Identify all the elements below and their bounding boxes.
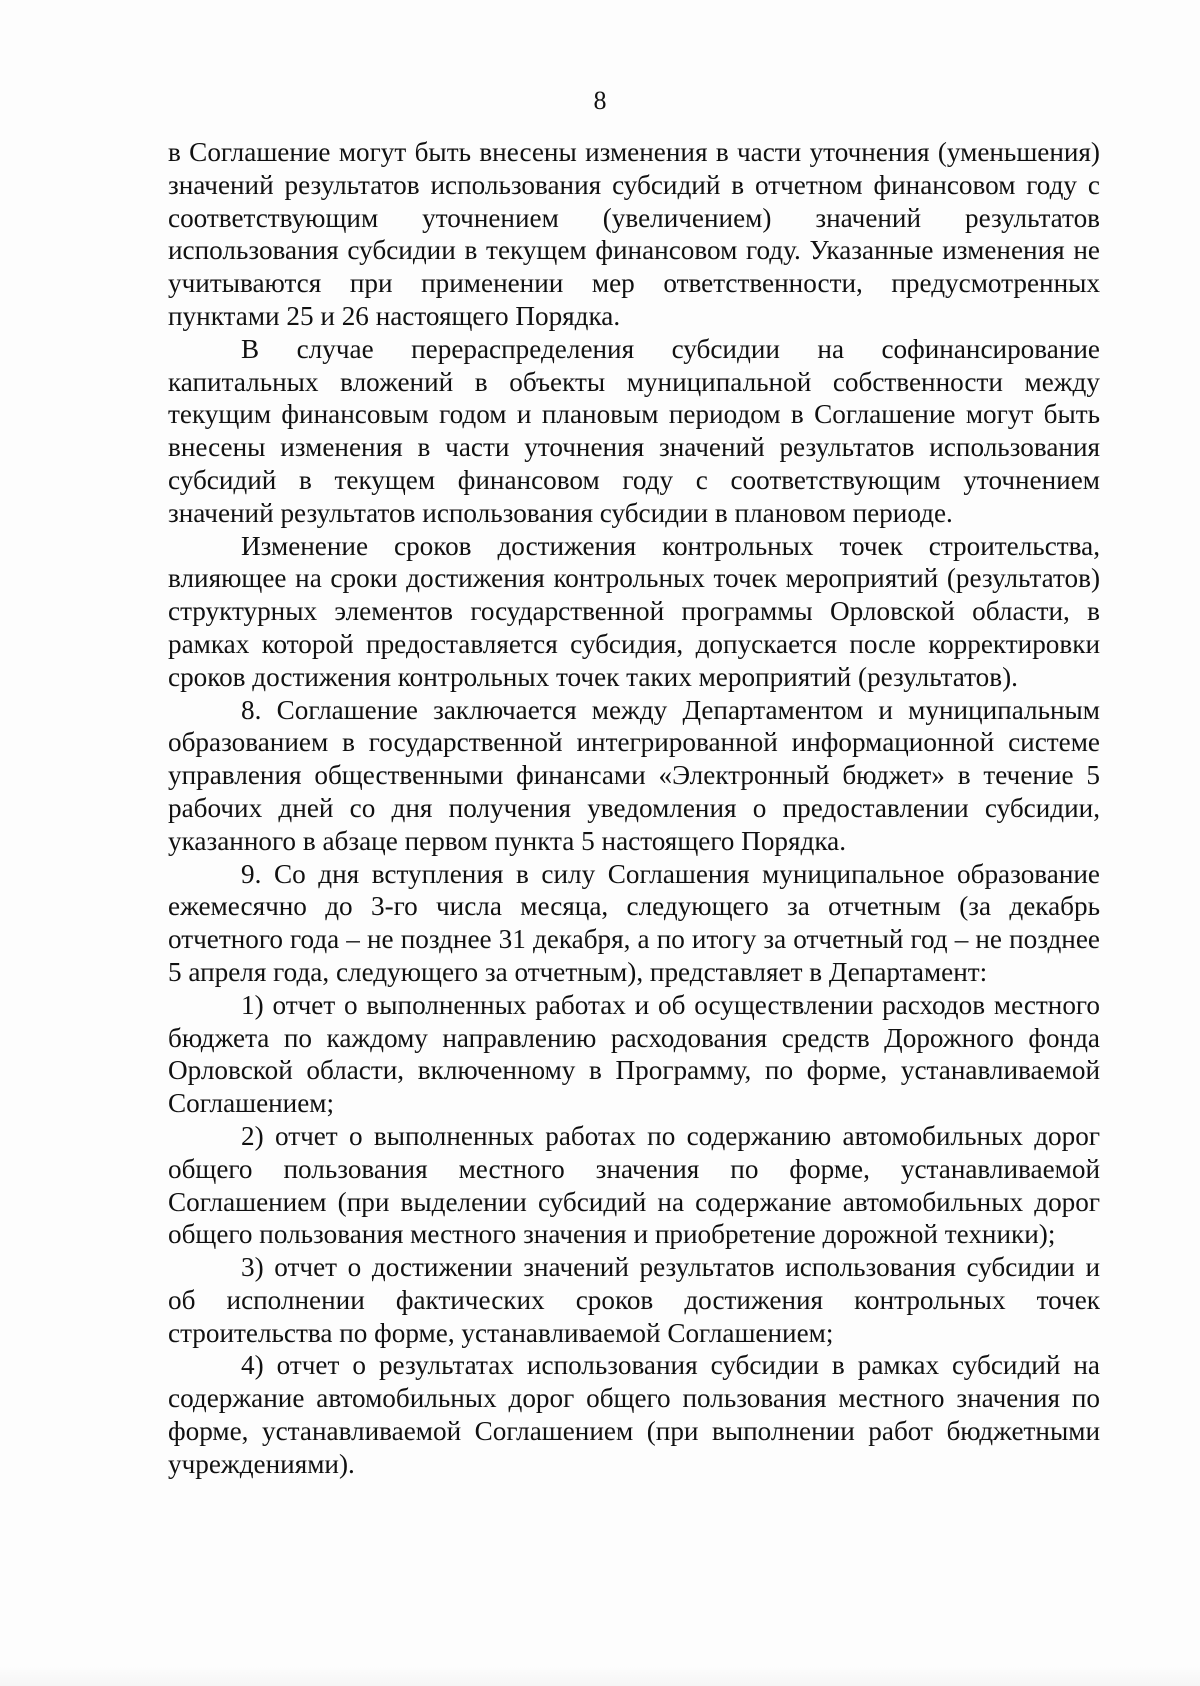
paragraph-subitem-3: 3) отчет о достижении значений результатов использования субсидии и об исполнении фактических сроков достижения контрольных точек строительства по форме, устанавливаемой Соглашением; bbox=[168, 1252, 1100, 1348]
paragraph-item-8: 8. Соглашение заключается между Департаментом и муниципальным образованием в государственной интегрированной информационной системе управления общественными финансами «Электронный бюджет» в течение 5 рабочих дней со дня получения уведомления о предоставлении субсидии, указанного в абзаце первом пункта 5 настоящего Порядка. bbox=[168, 694, 1100, 856]
scan-edge-shading bbox=[0, 1666, 1200, 1686]
paragraph-continuation: в Соглашение могут быть внесены изменения в части уточнения (уменьшения) значений результатов использования субсидий в отчетном финансовом году с соответствующим уточнением (увеличением) значений результатов использования субсидии в текущем финансовом году. Указанные изменения не учитываются при применении мер ответственности, предусмотренных пунктами 25 и 26 настоящего Порядка. bbox=[168, 137, 1100, 331]
document-body bbox=[168, 136, 1100, 1481]
page-number: 8 bbox=[593, 86, 607, 115]
paragraph-subitem-4: 4) отчет о результатах использования субсидии в рамках субсидий на содержание автомобильных дорог общего пользования местного значения по форме, устанавливаемой Соглашением (при выполнении работ бюджетными учреждениями). bbox=[168, 1350, 1100, 1479]
paragraph-deadline-change: Изменение сроков достижения контрольных точек строительства, влияющее на сроки достижения контрольных точек мероприятий (результатов) структурных элементов государственной программы Орловской области, в рамках которой предоставляется субсидия, допускается после корректировки сроков достижения контрольных точек таких мероприятий (результатов). bbox=[168, 530, 1100, 692]
paragraph-item-9: 9. Со дня вступления в силу Соглашения муниципальное образование ежемесячно до 3-го числа месяца, следующего за отчетным (за декабрь отчетного года – не позднее 31 декабря, а по итогу за отчетный год – не позднее 5 апреля года, следующего за отчетным), представляет в Департамент: bbox=[168, 858, 1100, 987]
paragraph-redistribution: В случае перераспределения субсидии на софинансирование капитальных вложений в объекты муниципальной собственности между текущим финансовым годом и плановым периодом в Соглашение могут быть внесены изменения в части уточнения значений результатов использования субсидий в текущем финансовом году с соответствующим уточнением значений результатов использования субсидии в плановом периоде. bbox=[168, 333, 1100, 528]
paragraph-subitem-2: 2) отчет о выполненных работах по содержанию автомобильных дорог общего пользования местного значения по форме, устанавливаемой Соглашением (при выделении субсидий на содержание автомобильных дорог общего пользования местного значения и приобретение дорожной техники); bbox=[168, 1120, 1100, 1250]
paragraph-subitem-1: 1) отчет о выполненных работах и об осуществлении расходов местного бюджета по каждому направлению расходования средств Дорожного фонда Орловской области, включенному в Программу, по форме, устанавливаемой Соглашением; bbox=[168, 989, 1100, 1119]
